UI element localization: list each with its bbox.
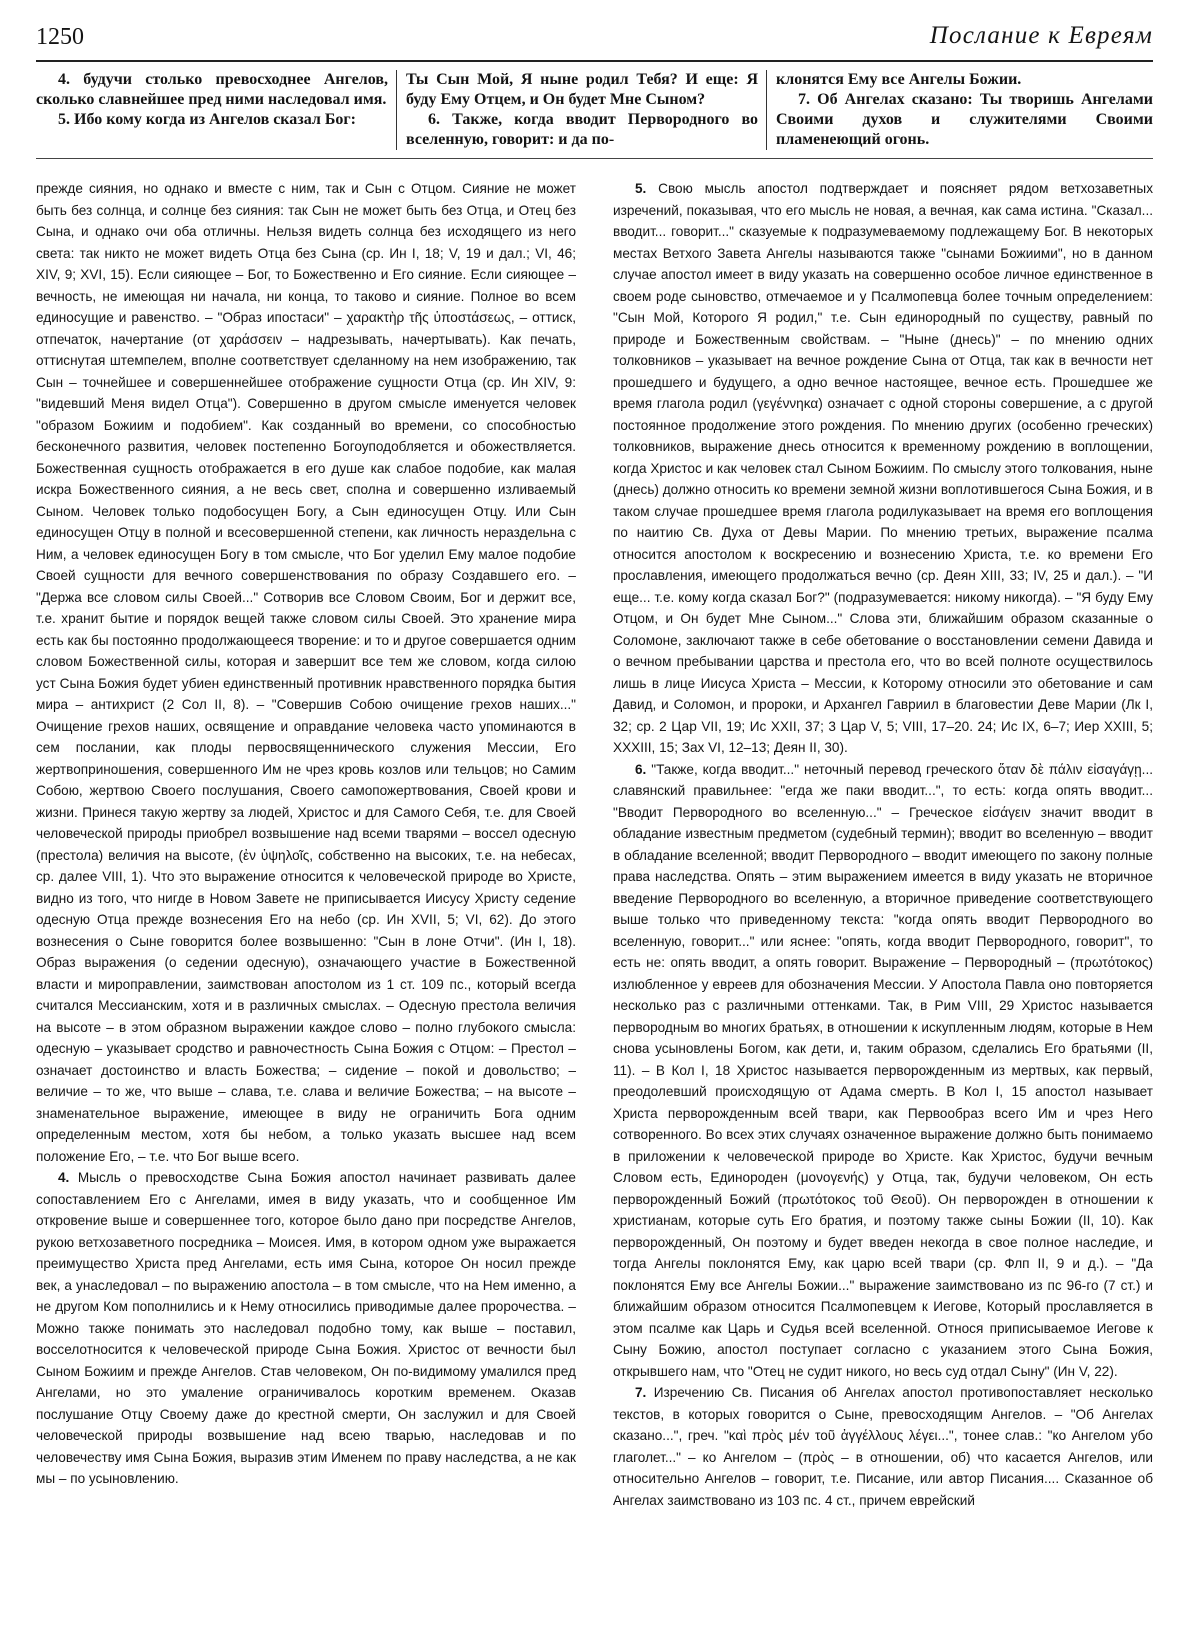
page-number: 1250 (36, 24, 84, 50)
paragraph-text: "Также, когда вводит..." неточный перевод греческого ὅταν δὲ πάλιν εἰσαγάγῃ... славянский правильнее: "егда же паки вводит...", то есть: когда опять вводит... "Вводит Первородного во вселенную..." – Греческое εἰσάγειν значит вводит в обладание известным предметом (судебный термин); вводит во вселенную – вводит в обладание вселенной; вводит Первородного – вводит имеющего по закону полные права наследства. Опять – этим выражением имеется в виду указать не вторичное введение Первородного во вселенную, а вторичное приведение соответствующего выше только что приведенному текста: "когда опять вводит Первородного во вселенную, говорит..." или яснее: "опять, когда вводит Первородного, говорит", то есть не: опять вводит, а опять говорит. Выражение – Первородный – (πρωτότοκος) излюбленное у евреев для обозначения Мессии. У Апостола Павла оно повторяется несколько раз с различными оттенками. Так, в Рим VIII, 29 Христос называется первородным во многих братьях, в отношении к искупленным людям, которые в Нем снова усыновлены Богом, как дети, и, таким образом, сделались Его братьями (II, 11). – В Кол I, 18 Христос называется перворожденным из мертвых, как первый, преодолевший происходящую от Адама смерть. В Кол I, 15 апостол называет Христа перворожденным всей твари, как Первообраз всего Им и чрез Него сотворенного. Во всех этих случаях означенное выражение должно быть понимаемо в приложении к человеческой природе во Христе. Как Христос, будучи вечным Словом есть, Единороден (μονογενής) у Отца, так, будучи человеком, Он есть перворожденный Божий (πρωτότοκος τοῦ Θεοῦ). Он перворожден в отношении к христианам, которые суть Его братия, и поэтому также сыны Божии (II, 10). Как перворожденный, Он поэтому и будет введен некогда в свое полное наследие, и тогда Ангелы поклонятся Ему, как царю всей твари (ср. Флп II, 9 и д.). – "Да поклонятся Ему все Ангелы Божии..." выражение заимствовано из пс 96-го (7 ст.) и ближайшим образом относится Псалмопевцем к Иегове, Который прославляется в этом псалме как Царь и Судья всей вселенной. Относя приписываемое Иегове к Сыну Божию, апостол поступает согласно с указанием этого Сына Божия, открывшего нам, что "Отец не судит никого, но весь суд отдал Сыну" (Ин V, 22). (613, 761, 1153, 1379)
commentary-paragraph (613, 759, 1153, 1383)
verse-number: 7. (635, 1385, 647, 1400)
verse-5: 5. Ибо кому когда из Ангелов сказал Бог: (58, 111, 356, 128)
verse-6-continued: клонятся Ему все Ангелы Божии. (776, 71, 1022, 88)
running-head (36, 20, 1153, 62)
verse-6: 6. Также, когда вводит Первородного во вселенную, говорит: и да по- (406, 111, 758, 148)
verse-number: 6. (635, 761, 647, 777)
verse-column-3 (776, 70, 1153, 150)
commentary-right-column (613, 178, 1153, 1622)
paragraph-text: Мысль о превосходстве Сына Божия апостол начинает развивать далее сопоставлением Его с Ангелами, имея в виду указать, что и сообщенное Им откровение выше и совершеннее того, которое было дано при посредстве Ангелов, рукою ветхозаветного посредника – Моисея. Имя, в котором одном уже выражается преимущество Христа пред Ангелами, есть имя Сына, которое Он носил прежде век, а унаследовал – по выражению апостола – в том смысле, что на Нем именно, а не другом Ком пополнились и к Нему относились приводимые далее пророчества. – Можно также понимать это наследовал подобно тому, как выше – поставил, восселотносится к человеческой природе Сына Божия. Христос от вечности был Сыном Божиим и прежде Ангелов. Став человеком, Он по-видимому умалился пред Ангелами, но это умаление ограничивалось коротким временем. Оказав послушание Отцу Своему даже до крестной смерти, Он заслужил и для Своей человеческой природы возвышение над всею тварью, наследовав и по человечеству имя Сына Божия, выразив этим Именем по праву наследства, а не как мы – по усыновлению. (36, 1170, 576, 1486)
paragraph-text: Изречению Св. Писания об Ангелах апостол противопоставляет несколько текстов, в которых говорится о Сыне, превосходящим Ангелов. – "Об Ангелах сказано...", греч. "καὶ πρὸς μέν τοῦ ἀγγέλλους λέγει...", тонее слав.: "ко Ангелом убо глаголет..." – ко Ангелом – (πρὸς – в отношении, об) что касается Ангелов, или относительно Ангелов – говорит, т.е. Писание, или автор Писания.... Сказанное об Ангелах заимствовано из 103 пс. 4 ст., причем еврейский (613, 1385, 1153, 1508)
commentary-left-column (36, 178, 576, 1622)
book-title: Послание к Евреям (929, 22, 1153, 49)
paragraph-text: Свою мысль апостол подтверждает и поясняет рядом ветхозаветных изречений, показывая, что его мысль не новая, а вечная, как сама истина. "Сказал... вводит... говорит..." сказуемые к подразумеваемому подлежащему Бог. В некоторых местах Ветхого Завета Ангелы называются также "сынами Божиими", но в данном случае апостол имеет в виду указать на совершенно особое личное единственное в своем роде сыновство, отмечаемое и у Псалмопевца более точным определением: "Сын Мой, Которого Я родил," т.е. Сын единородный по существу, равный по природе и Божественным свойствам. – "Ныне (днесь)" – по мнению одних толковников – указывает на вечное рождение Сына от Отца, так как в вечности нет прошедшего и будущего, а одно вечное настоящее, вечное есть. Прошедшее же время глагола родил (γεγέννηκα) означает с одной стороны совершение, а с другой постоянное продолжение этого рождения. По мнению других (особенно греческих) толковников, выражение днесь относится к временному рождению в воплощении, когда Христос и как человек стал Сыном Божиим. По смыслу этого толкования, ныне (днесь) должно относить ко времени земной жизни воплотившегося Сына Божия, и в таком случае прошедшее время глагола родилуказывает на время его воплощения по наитию Св. Духа от Девы Марии. По мнению третьих, выражение псалма относится апостолом к воскресению и вознесению Христа, т.е. ко времени Его прославления, имеющего продолжаться вечно (ср. Деян XIII, 33; IV, 25 и дал.). – "И еще... т.е. кому когда сказал Бог?" (подразумевается: никому никогда). – "Я буду Ему Отцом, и Он будет Мне Сыном..." Слова эти, ближайшим образом сказанные о Соломоне, заключают также в себе обетование о восстановлении семени Давида и о вечном пребывании царства и престола его, что во всей полноте осуществилось лишь в лице Иисуса Христа – Мессии, к Которому относили это обетование и сам Давид, и Соломон, и пророки, и Архангел Гавриил в благовестии Деве Марии (Лк I, 32; ср. 2 Цар VII, 19; Ис XXII, 37; 3 Цар V, 5; VIII, 17–20. 24; Ис IX, 6–7; Иер XXIII, 5; XXXIII, 15; Зах VI, 12–13; Деян II, 30). (613, 181, 1153, 755)
verse-4: 4. будучи столько превосходнее Ангелов, сколько славнейшее пред ними наследовал имя. (36, 71, 388, 108)
scripture-verses (36, 70, 1153, 159)
verse-number: 5. (635, 181, 647, 196)
verse-number: 4. (58, 1170, 70, 1185)
verse-5-continued: Ты Сын Мой, Я ныне родил Тебя? И еще: Я буду Ему Отцем, и Он будет Мне Сыном? (406, 71, 758, 108)
commentary-paragraph (613, 178, 1153, 759)
paragraph-text: прежде сияния, но однако и вместе с ним, так и Сын с Отцом. Сияние не может быть без солнца, и солнце без сияния: так Сын не может быть без Отца, и Отец без Сына, и однако очи оба отличны. Нельзя видеть солнца без исходящего из него света: так никто не может видеть Отца без Сына (ср. Ин I, 18; V, 19 и дал.; VI, 46; XIV, 9; XVI, 15). Если сияющее – Бог, то Божественно и Его сияние. Если сияющее – вечность, не имеющая ни начала, ни конца, то таково и сияние. Полное во всем единосущие и равенство. – "Образ ипостаси" – χαρακτὴρ τῆς ὑποστάσεως, – оттиск, отпечаток, начертание (от χαράσσειν – надрезывать, начертывать). Как печать, оттиснутая штемпелем, вполне соответствует сделанному на нем изображению, так Сын – точнейшее и совершеннейшее отображение сущности Отца (ср. Ин XIV, 9: "видевший Меня видел Отца"). Совершенно в другом смысле именуется человек "образом Божиим и подобием". Как созданный во времени, со способностью бесконечного развития, человек постепенно Богоуподобляется и обожествляется. Божественная сущность отображается в его душе как слабое подобие, как малая искра Божественного сияния, а не весь свет, сполна и совершенно изливаемый Сыном. Человек только подобосущен Богу, а Сын единосущен Отцу. Или Сын единосущен Отцу в полной и всесовершенной степени, как личность нераздельна с Ним, а человек единосущен Богу в том смысле, что Бог уделил Ему малое подобие Своей сущности для вечного совершенствования по образу Создавшего его. – "Держа все словом силы Своей..." Сотворив все Словом Своим, Бог и держит все, т.е. хранит бытие и порядок вещей также словом силы Своей. Это хранение мира есть как бы постоянно продолжающееся творение: и то и другое совершается одним словом Божественной силы, которая и завершит все тем же словом, когда силою уст Сына Божия будет убиен единственный противник нравственного порядка бытия мира – антихрист (2 Сол II, 8). – "Совершив Собою очищение грехов наших..." Очищение грехов наших, освящение и оправдание человека часто упоминаются в сем послании, как плоды первосвященнического служения Мессии, Его жертвоприношения, совершенного Им не чрез кровь козлов или тельцов; но Самим Собою, жертвою Своего послушания, Своего самопожертвования, Своей крови и жизни. Принеся такую жертву за людей, Христос и для Самого Себя, т.е. для Своей человеческой природы приобрел возвышение над всеми тварями – воссел одесную (престола) величия на высоте, (ἐν ὑψηλοῖς, собственно на высоких, т.е. на небесах, ср. далее VIII, 1). Что это выражение относится к человеческой природе во Христе, видно из того, что нигде в Новом Завете не приписывается Иисусу Христу седение одесную Отца прежде вознесения Его на небо (ср. Ин XVII, 5; VI, 62). До этого вознесения о Сыне говорится более возвышенно: "Сын в лоне Отчи". (Ин I, 18). Образ выражения (о седении одесную), означающего участие в Божественной власти и мироправлении, заимствован апостолом из 1 ст. 109 пс., который всегда считался Мессианским, хотя и в различных смыслах. – Одесную престола величия на высоте – в этом образном выражении каждое слово – полно глубокого смысла: одесную – указывает сродство и равночестность Сына Божия с Отцом: – Престол – означает достоинство и власть Божества; – сидение – покой и довольство; – величие – то же, что выше – слава, т.е. слава и величие Божества; – на высоте – знаменательное выражение, имеющее в виду не ограничить Бога одним определенным местом, хотя бы небом, а только указать высшее над всем положение Его, – т.е. что Бог выше всего. (36, 181, 576, 1164)
commentary (36, 178, 1153, 1622)
verse-column-1 (36, 70, 397, 150)
commentary-paragraph (36, 1167, 576, 1490)
commentary-paragraph (36, 178, 576, 1167)
verse-7: 7. Об Ангелах сказано: Ты творишь Ангелами Своими духов и служителями Своими пламенеющий огонь. (776, 91, 1153, 148)
verse-column-2 (406, 70, 767, 150)
commentary-paragraph (613, 1382, 1153, 1511)
